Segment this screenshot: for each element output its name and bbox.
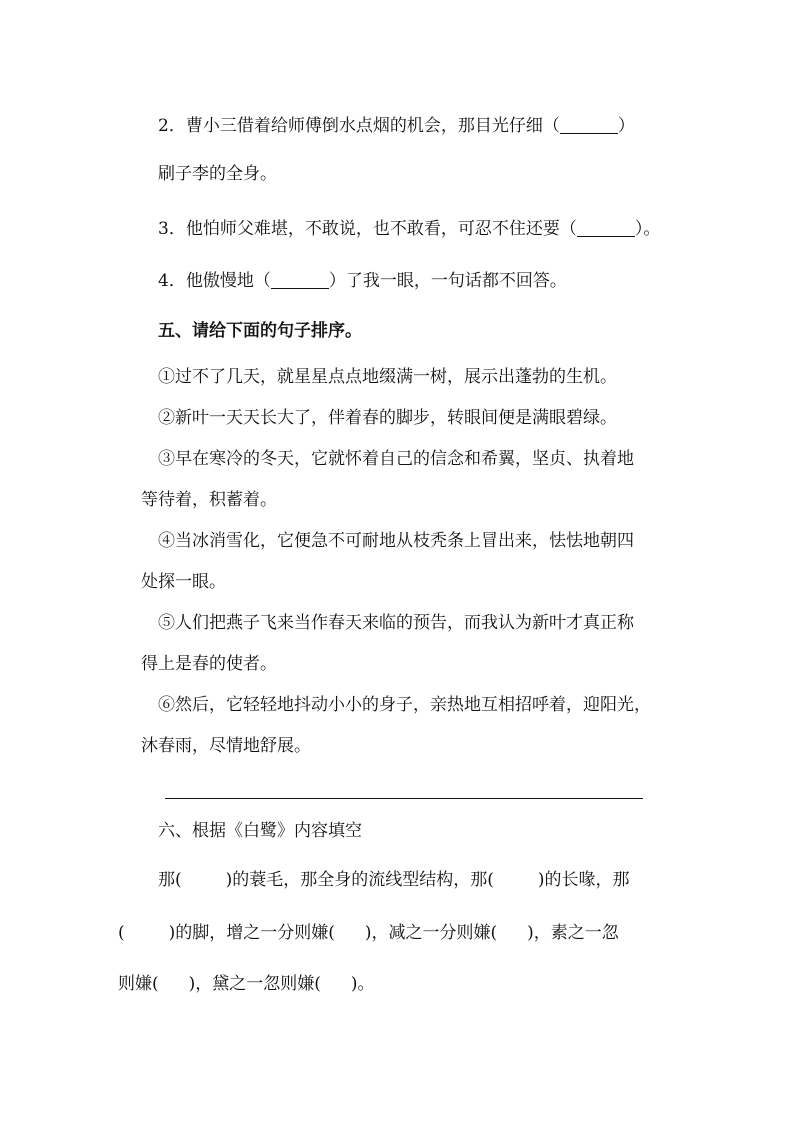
question-4-rest: ）了我一眼，一句话都不回答。 [328, 271, 567, 291]
divider-line [165, 798, 643, 799]
question-2-line-1 [158, 116, 635, 135]
baillu-l1-b: )的蓑毛，那全身的流线型结构，那( [225, 870, 494, 890]
baillu-l3-c: )。 [350, 974, 375, 994]
baillu-line-2 [118, 925, 619, 942]
sentence-1: ①过不了几天，就星星点点地缀满一树，展示出蓬勃的生机。 [158, 367, 617, 387]
question-2-text: 2．曹小三借着给师傅倒水点烟的机会，那目光仔细（ [158, 116, 560, 136]
sentence-4-line-2: 处探一眼。 [141, 572, 226, 592]
baillu-l2-d: )，素之一忽 [527, 923, 619, 943]
sentence-2: ②新叶一天天长大了，伴着春的脚步，转眼间便是满眼碧绿。 [158, 408, 617, 428]
question-4-text: 4．他傲慢地（ [158, 271, 271, 291]
baillu-l1-c: )的长喙，那 [537, 870, 630, 890]
question-3-text: 3．他怕师父难堪，不敢说，也不敢看，可忍不住还要（ [158, 219, 577, 239]
baillu-line-1 [158, 872, 630, 889]
question-2-blank[interactable] [560, 116, 618, 134]
sentence-3-line-2: 等待着，积蓄着。 [141, 490, 277, 510]
sentence-6-line-1: ⑥然后，它轻轻地抖动小小的身子，亲热地互相招呼着，迎阳光， [158, 695, 651, 715]
baillu-l1-a: 那( [158, 870, 182, 890]
baillu-l2-c: )，减之一分则嫌( [364, 923, 498, 943]
question-3-blank[interactable] [577, 219, 635, 237]
question-3-close: ）。 [634, 219, 661, 239]
question-3-line [158, 219, 660, 238]
sentence-4-line-1: ④当冰消雪化，它便急不可耐地从枝秃条上冒出来，怯怯地朝四 [158, 531, 634, 551]
baillu-l3-a: 则嫌( [118, 974, 159, 994]
question-4-blank[interactable] [271, 271, 329, 289]
baillu-l2-b: )的脚，增之一分则嫌( [168, 923, 335, 943]
baillu-l2-a: ( [118, 923, 125, 943]
sentence-5-line-2: 得上是春的使者。 [141, 654, 277, 674]
question-2-close: ） [617, 116, 635, 136]
baillu-line-3 [118, 976, 375, 993]
sentence-6-line-2: 沐春雨，尽情地舒展。 [141, 736, 311, 756]
question-2-line-2: 刷子李的全身。 [158, 164, 277, 184]
sentence-3-line-1: ③早在寒冷的冬天，它就怀着自己的信念和希翼，坚贞、执着地 [158, 449, 634, 469]
sentence-5-line-1: ⑤人们把燕子飞来当作春天来临的预告，而我认为新叶才真正称 [158, 613, 634, 633]
section-5-title: 五、请给下面的句子排序。 [158, 321, 362, 341]
question-4-line [158, 271, 567, 290]
baillu-l3-b: )，黛之一忽则嫌( [188, 974, 321, 994]
section-6-title: 六、根据《白鹭》内容填空 [158, 821, 362, 841]
